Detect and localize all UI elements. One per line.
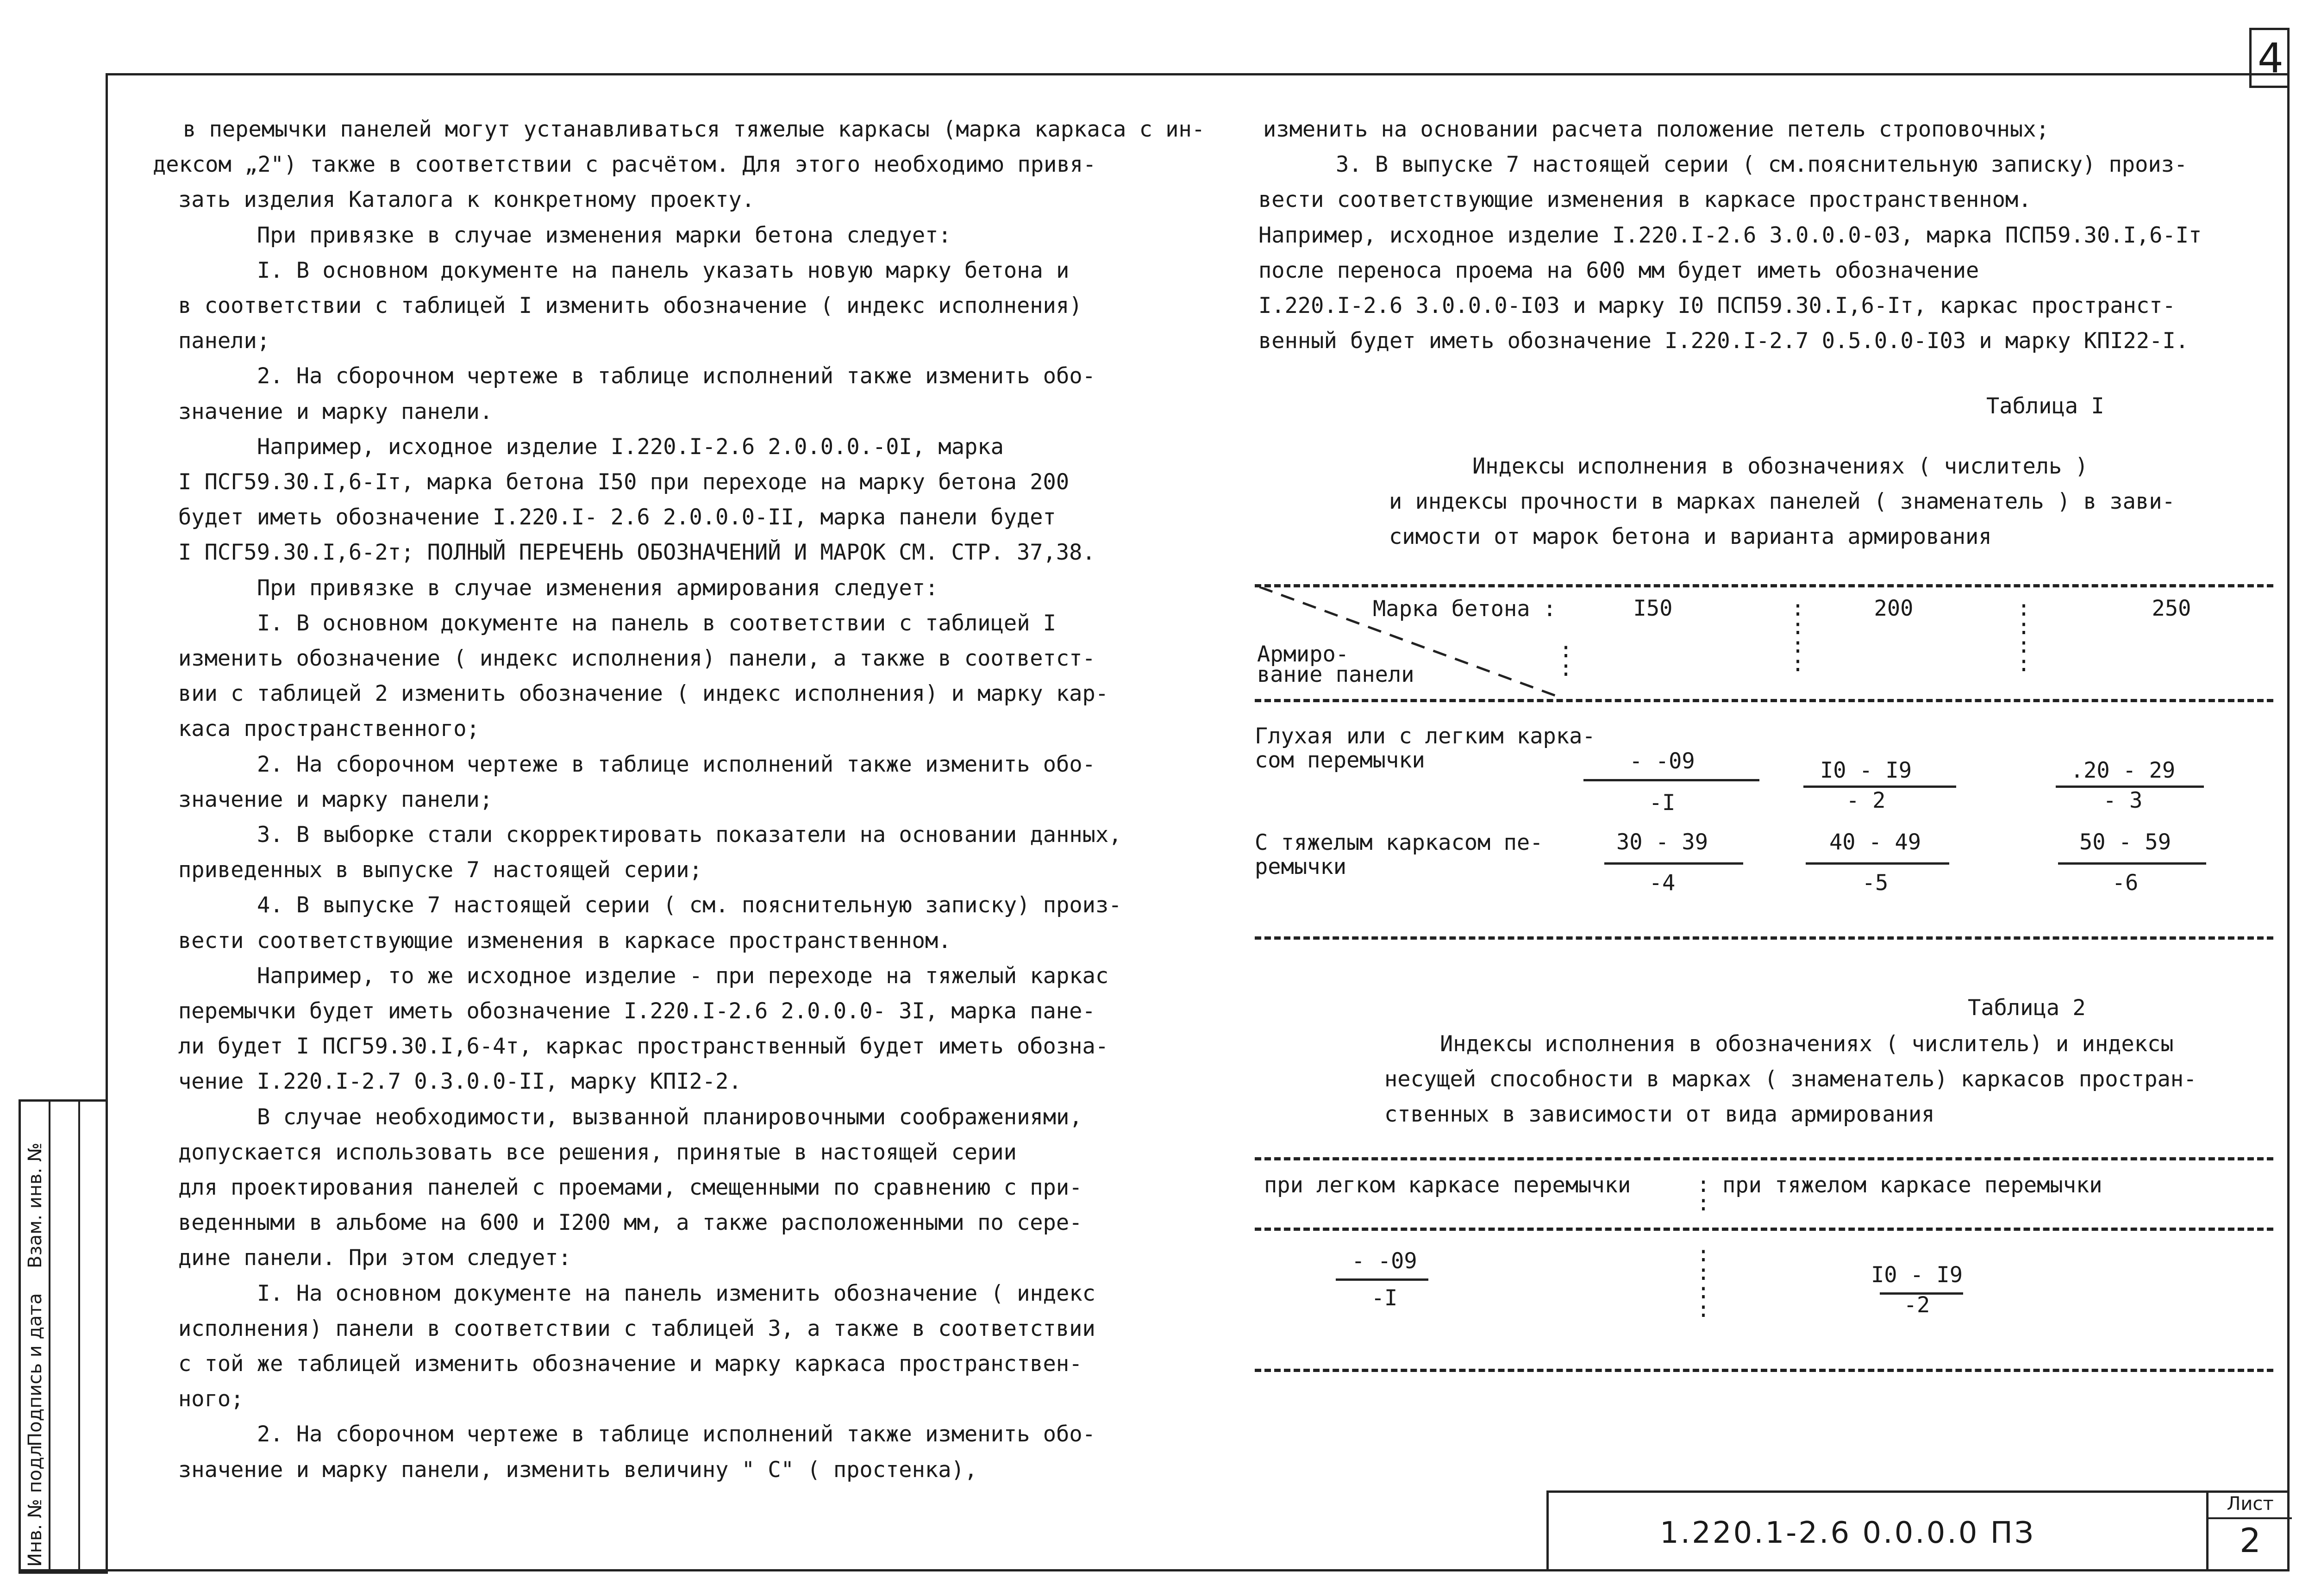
text-line: 2. На сборочном чертеже в таблице исполнений также изменить обо-: [257, 1421, 1095, 1447]
table1-cell-den: - 3: [2103, 788, 2143, 813]
text-line: При привязке в случае изменения армирования следует:: [257, 575, 939, 601]
table1-row-label: сом перемычки: [1255, 748, 1425, 773]
table2-caption-line: Индексы исполнения в обозначениях ( числитель) и индексы: [1440, 1031, 2174, 1057]
table1-header-rule: [1255, 699, 2273, 702]
text-line: зать изделия Каталога к конкретному проекту.: [178, 187, 755, 213]
table2-cell-num: I0 - I9: [1871, 1262, 1963, 1288]
stamp-inv-podl: Инв. № подл: [25, 1445, 46, 1567]
table1-cell-den: -6: [2112, 870, 2139, 896]
text-line: ли будет I ПСГ59.30.I,6-4т, каркас пространственный будет иметь обозна-: [178, 1034, 1109, 1060]
table1-bottom-rule: [1255, 936, 2273, 940]
text-line: изменить на основании расчета положение петель строповочных;: [1263, 117, 2049, 142]
table1-caption-line: Индексы исполнения в обозначениях ( числитель ): [1472, 454, 2088, 479]
text-line: I.220.I-2.6 3.0.0.0-I03 и марку I0 ПСП59.30.I,6-Iт, каркас пространст-: [1258, 293, 2176, 318]
table1-cell-num: .20 - 29: [2070, 758, 2176, 783]
text-line: изменить обозначение ( индекс исполнения) панели, а также в соответст-: [178, 646, 1095, 671]
table1-cell-num: 30 - 39: [1616, 829, 1708, 855]
text-line: 2. На сборочном чертеже в таблице исполнений также изменить обо-: [257, 751, 1095, 777]
table2-cell-den: -2: [1903, 1292, 1930, 1318]
sheet-label: Лист: [2209, 1490, 2292, 1519]
text-line: венный будет иметь обозначение I.220.I-2.7 0.5.0.0-I03 и марку КПI22-I.: [1258, 328, 2189, 354]
text-line: значение и марку панели.: [178, 399, 493, 424]
table1-row-label: ремычки: [1255, 854, 1347, 879]
table1-cell-den: - 2: [1846, 788, 1886, 813]
text-line: будет иметь обозначение I.220.I- 2.6 2.0.0.0-II, марка панели будет: [178, 505, 1056, 530]
text-line: вести соответствующие изменения в каркасе пространственном.: [178, 928, 951, 954]
table2-header-rule: [1255, 1228, 2273, 1231]
sheet-number: 2: [2240, 1521, 2261, 1560]
table1-cell-den: -5: [1862, 870, 1889, 896]
frame-right-border: [2287, 28, 2290, 1569]
table2-header-left: при легком каркасе перемычки: [1264, 1172, 1631, 1198]
table1-cell-num: 50 - 59: [2079, 829, 2171, 855]
stamp-podpis: Подпись и дата: [25, 1293, 46, 1446]
text-line: Например, исходное изделие I.220.I-2.6 2.0.0.0.-0I, марка: [257, 434, 1004, 460]
table2-bottom-rule: [1255, 1369, 2273, 1372]
table1-col-header: I50: [1633, 596, 1673, 621]
text-line: ного;: [178, 1386, 244, 1412]
sheet-box: [2206, 1490, 2292, 1571]
text-line: каса пространственного;: [178, 716, 480, 742]
text-line: I ПСГ59.30.I,6-Iт, марка бетона I50 при переходе на марку бетона 200: [178, 469, 1070, 495]
text-line: для проектирования панелей с проемами, смещенными по сравнению с при-: [178, 1175, 1082, 1200]
text-line: 3. В выборке стали скорректировать показатели на основании данных,: [257, 822, 1122, 848]
left-margin-stamp: [19, 1099, 108, 1574]
text-line: I. В основном документе на панель в соответствии с таблицей I: [257, 610, 1057, 636]
page-corner-number: 4: [2249, 28, 2290, 88]
text-line: допускается использовать все решения, принятые в настоящей серии: [178, 1139, 1017, 1165]
text-line: I. На основном документе на панель изменить обозначение ( индекс: [257, 1280, 1095, 1306]
table1-col-header: 200: [1874, 596, 1914, 621]
document-code: 1.220.1-2.6 0.0.0.0 ПЗ: [1660, 1516, 2035, 1550]
text-line: 4. В выпуске 7 настоящей серии ( см. пояснительную записку) произ-: [257, 892, 1122, 918]
text-line: в соответствии с таблицей I изменить обозначение ( индекс исполнения): [178, 293, 1082, 318]
text-line: В случае необходимости, вызванной планировочными соображениями,: [257, 1104, 1082, 1130]
table1-cell-den: -I: [1649, 790, 1676, 816]
table1-col-header: 250: [2152, 596, 2191, 621]
table1-row-label: С тяжелым каркасом пе-: [1255, 830, 1543, 855]
text-line: веденными в альбоме на 600 и I200 мм, а также расположенными по сере-: [178, 1210, 1082, 1236]
text-line: При привязке в случае изменения марки бетона следует:: [257, 222, 951, 248]
table1-label: Таблица I: [1986, 393, 2104, 419]
table1-caption-line: симости от марок бетона и варианта армирования: [1389, 524, 1992, 549]
text-line: Например, исходное изделие I.220.I-2.6 3.0.0.0-03, марка ПСП59.30.I,6-Iт: [1258, 222, 2202, 248]
text-line: дексом „2") также в соответствии с расчётом. Для этого необходимо привя-: [153, 152, 1096, 178]
text-line: значение и марку панели;: [178, 786, 493, 812]
text-line: исполнения) панели в соответствии с таблицей 3, а также в соответствии: [178, 1315, 1095, 1341]
table2-top-rule: [1255, 1157, 2273, 1160]
table2-cell-num: - -09: [1351, 1248, 1417, 1274]
table1-row-label: Глухая или с легким карка-: [1255, 723, 1595, 749]
table1-cell-num: I0 - I9: [1820, 758, 1912, 783]
table1-cell-den: -4: [1649, 870, 1676, 896]
text-line: вии с таблицей 2 изменить обозначение ( индекс исполнения) и марку кар-: [178, 681, 1109, 707]
table1-cell-num: - -09: [1629, 748, 1695, 774]
text-line: I ПСГ59.30.I,6-2т; ПОЛНЫЙ ПЕРЕЧЕНЬ ОБОЗНАЧЕНИЙ И МАРОК СМ. СТР. 37,38.: [178, 540, 1095, 566]
text-line: с той же таблицей изменить обозначение и марку каркаса пространствен-: [178, 1351, 1082, 1377]
table1-cell-num: 40 - 49: [1829, 829, 1921, 855]
table1-corner-top: Марка бетона :: [1373, 596, 1557, 622]
text-line: приведенных в выпуске 7 настоящей серии;: [178, 857, 702, 883]
table1-corner-bottom-1: Армиро-: [1257, 642, 1349, 667]
text-line: вести соответствующие изменения в каркасе пространственном.: [1258, 187, 2032, 213]
table2-caption-line: ственных в зависимости от вида армирования: [1384, 1102, 1935, 1127]
text-line: после переноса проема на 600 мм будет иметь обозначение: [1258, 257, 1979, 283]
text-line: значение и марку панели, изменить величину " С" ( простенка),: [178, 1457, 978, 1483]
text-line: в перемычки панелей могут устанавливаться тяжелые каркасы (марка каркаса с ин-: [183, 117, 1205, 142]
title-block: [1546, 1490, 2290, 1571]
text-line: I. В основном документе на панель указать новую марку бетона и: [257, 257, 1070, 283]
table2-header-right: при тяжелом каркасе перемычки: [1722, 1172, 2102, 1198]
table2-label: Таблица 2: [1968, 995, 2086, 1021]
text-line: дине панели. При этом следует:: [178, 1245, 571, 1271]
table2-cell-den: -I: [1371, 1285, 1398, 1311]
table2-caption-line: несущей способности в марках ( знаменатель) каркасов простран-: [1384, 1066, 2197, 1092]
frame-top-border: [106, 73, 2287, 75]
stamp-vzam: Взам. инв. №: [25, 1142, 46, 1268]
text-line: 2. На сборочном чертеже в таблице исполнений также изменить обо-: [257, 363, 1095, 389]
table1-caption-line: и индексы прочности в марках панелей ( знаменатель ) в зави-: [1389, 489, 2175, 514]
table1-corner-bottom-2: вание панели: [1257, 662, 1414, 687]
text-line: чение I.220.I-2.7 0.3.0.0-II, марку КПI2-2.: [178, 1069, 742, 1095]
text-line: Например, то же исходное изделие - при переходе на тяжелый каркас: [257, 963, 1109, 989]
text-line: панели;: [178, 328, 270, 354]
text-line: 3. В выпуске 7 настоящей серии ( см.пояснительную записку) произ-: [1336, 152, 2188, 178]
text-line: перемычки будет иметь обозначение I.220.I-2.6 2.0.0.0- 3I, марка пане-: [178, 998, 1095, 1024]
